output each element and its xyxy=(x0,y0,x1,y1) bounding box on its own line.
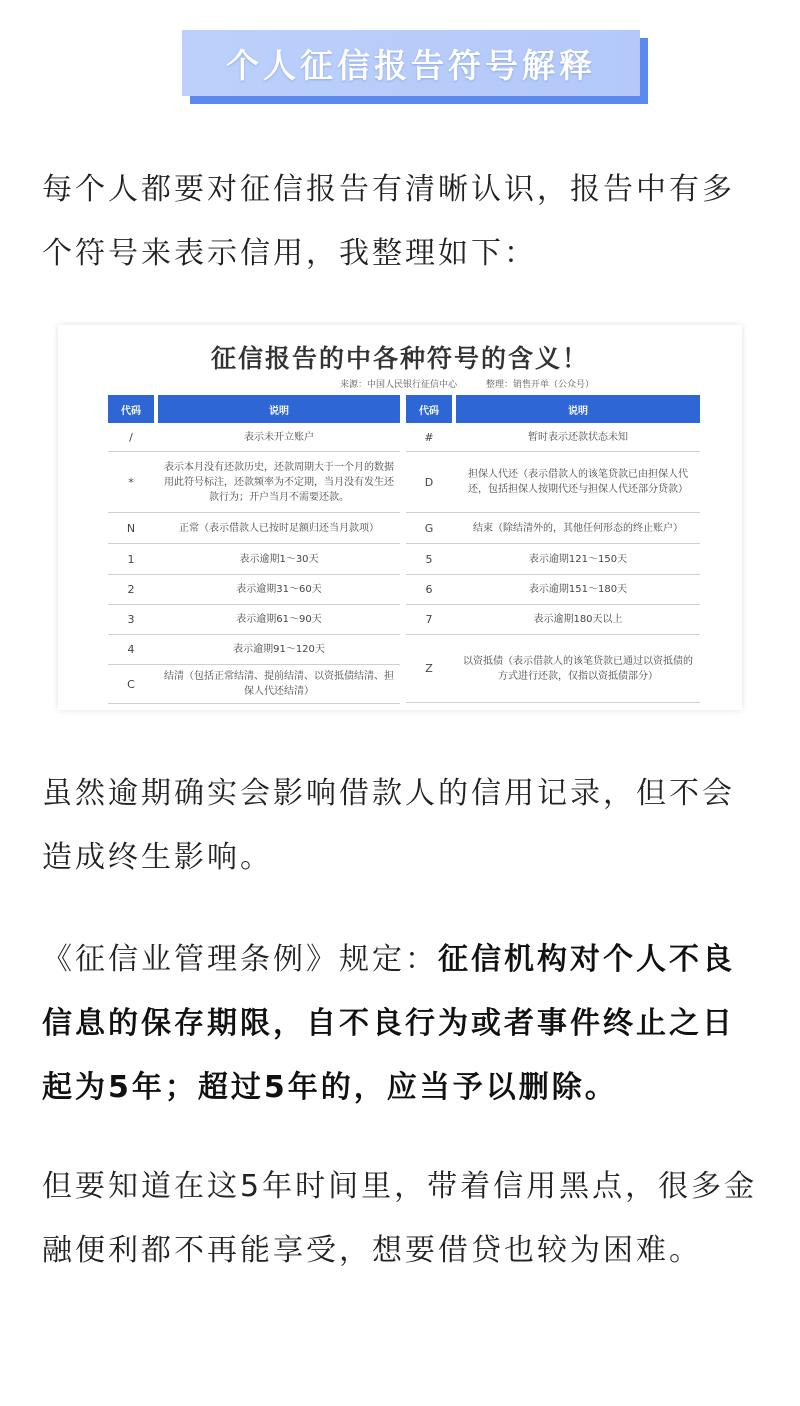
row-code: 1 xyxy=(127,552,135,566)
row-desc: 表示逾期61～90天 xyxy=(236,614,322,625)
table-row xyxy=(108,605,400,635)
row-desc: 表示本月没有还款历史，还款周期大于一个月的数据用此符号标注，还款频率为不定期，当月没有发生还款行为；开户当月不需要还款。 xyxy=(164,461,394,503)
regulation-text: 征信机构对个人不良信息的保存期限，自不良行为或者事件终止之日起为5年；超过5年的，应当予以删除。 xyxy=(42,942,735,1105)
row-desc: 暂时表示还款状态未知 xyxy=(528,431,628,443)
banner-box xyxy=(182,30,640,96)
row-desc: 表示逾期121～150天 xyxy=(528,553,628,565)
row-desc: 表示未开立账户 xyxy=(244,431,314,443)
row-desc: 正常（表示借款人已按时足额归还当月款项） xyxy=(179,522,379,534)
table-header-row xyxy=(108,395,400,423)
row-code: / xyxy=(129,430,133,444)
row-desc: 表示逾期151～180天 xyxy=(528,584,628,595)
header-code: 代码 xyxy=(406,395,452,423)
table-row xyxy=(406,544,700,575)
row-code: G xyxy=(424,521,434,535)
intro-paragraph: 每个人都要对征信报告有清晰认识，报告中有多个符号来表示信用，我整理如下： xyxy=(42,172,735,271)
row-desc: 表示逾期1～30天 xyxy=(239,553,319,565)
page-title: 个人征信报告符号解释 xyxy=(226,45,596,85)
row-code: 4 xyxy=(127,643,135,656)
regulation-name: 《征信业管理条例》规定： xyxy=(42,942,438,977)
paragraph-impact: 但要知道在这5年时间里，带着信用黑点，很多金融便利都不再能享受，想要借贷也较为困难。 xyxy=(42,1169,758,1268)
header-desc: 说明 xyxy=(158,395,400,423)
row-code: 3 xyxy=(127,613,135,626)
table-header-row xyxy=(406,395,700,423)
row-code: * xyxy=(128,475,134,489)
row-desc: 表示逾期31～60天 xyxy=(236,584,322,595)
row-code: N xyxy=(126,521,136,535)
row-code: # xyxy=(424,430,434,444)
table-row xyxy=(406,513,700,544)
table-row xyxy=(108,423,400,452)
row-code: Z xyxy=(425,662,433,675)
row-code: C xyxy=(127,677,135,691)
table-row xyxy=(108,513,400,544)
symbol-table-left xyxy=(108,395,400,704)
table-row xyxy=(108,665,400,704)
row-desc: 以资抵债（表示借款人的该笔贷款已通过以资抵债的方式进行还款，仅指以资抵债部分） xyxy=(463,655,693,682)
table-row xyxy=(406,423,700,452)
header-desc: 说明 xyxy=(456,395,700,423)
paragraph-regulation xyxy=(42,928,762,1120)
row-code: 6 xyxy=(425,583,433,596)
row-desc: 结束（除结清外的，其他任何形态的终止账户） xyxy=(473,522,683,534)
table-row xyxy=(406,575,700,605)
row-code: 2 xyxy=(127,583,135,596)
table-row xyxy=(406,452,700,513)
row-desc: 结清（包括正常结清、提前结清、以资抵债结清、担保人代还结清） xyxy=(164,671,394,697)
header-code: 代码 xyxy=(108,395,154,423)
row-desc: 担保人代还（表示借款人的该笔贷款已由担保人代还，包括担保人按期代还与担保人代还部分贷款） xyxy=(468,469,688,495)
table-row xyxy=(108,575,400,605)
row-code: D xyxy=(424,475,434,489)
paragraph-overdue: 虽然逾期确实会影响借款人的信用记录，但不会造成终生影响。 xyxy=(42,776,735,875)
table-row xyxy=(406,605,700,635)
table-row xyxy=(108,452,400,513)
symbol-table-card xyxy=(58,325,742,710)
table-title: 征信报告的中各种符号的含义！ xyxy=(210,344,589,373)
row-code: 7 xyxy=(425,613,433,626)
table-arranged-by: 整理：销售开单（公众号） xyxy=(486,380,595,390)
row-desc: 表示逾期91～120天 xyxy=(233,644,325,655)
row-desc: 表示逾期180天以上 xyxy=(533,614,623,625)
row-code: 5 xyxy=(425,552,433,566)
symbol-table-right xyxy=(406,395,700,703)
title-banner xyxy=(182,30,648,104)
table-row xyxy=(108,635,400,665)
table-row xyxy=(406,635,700,703)
table-source: 来源：中国人民银行征信中心 xyxy=(340,380,458,390)
table-row xyxy=(108,544,400,575)
